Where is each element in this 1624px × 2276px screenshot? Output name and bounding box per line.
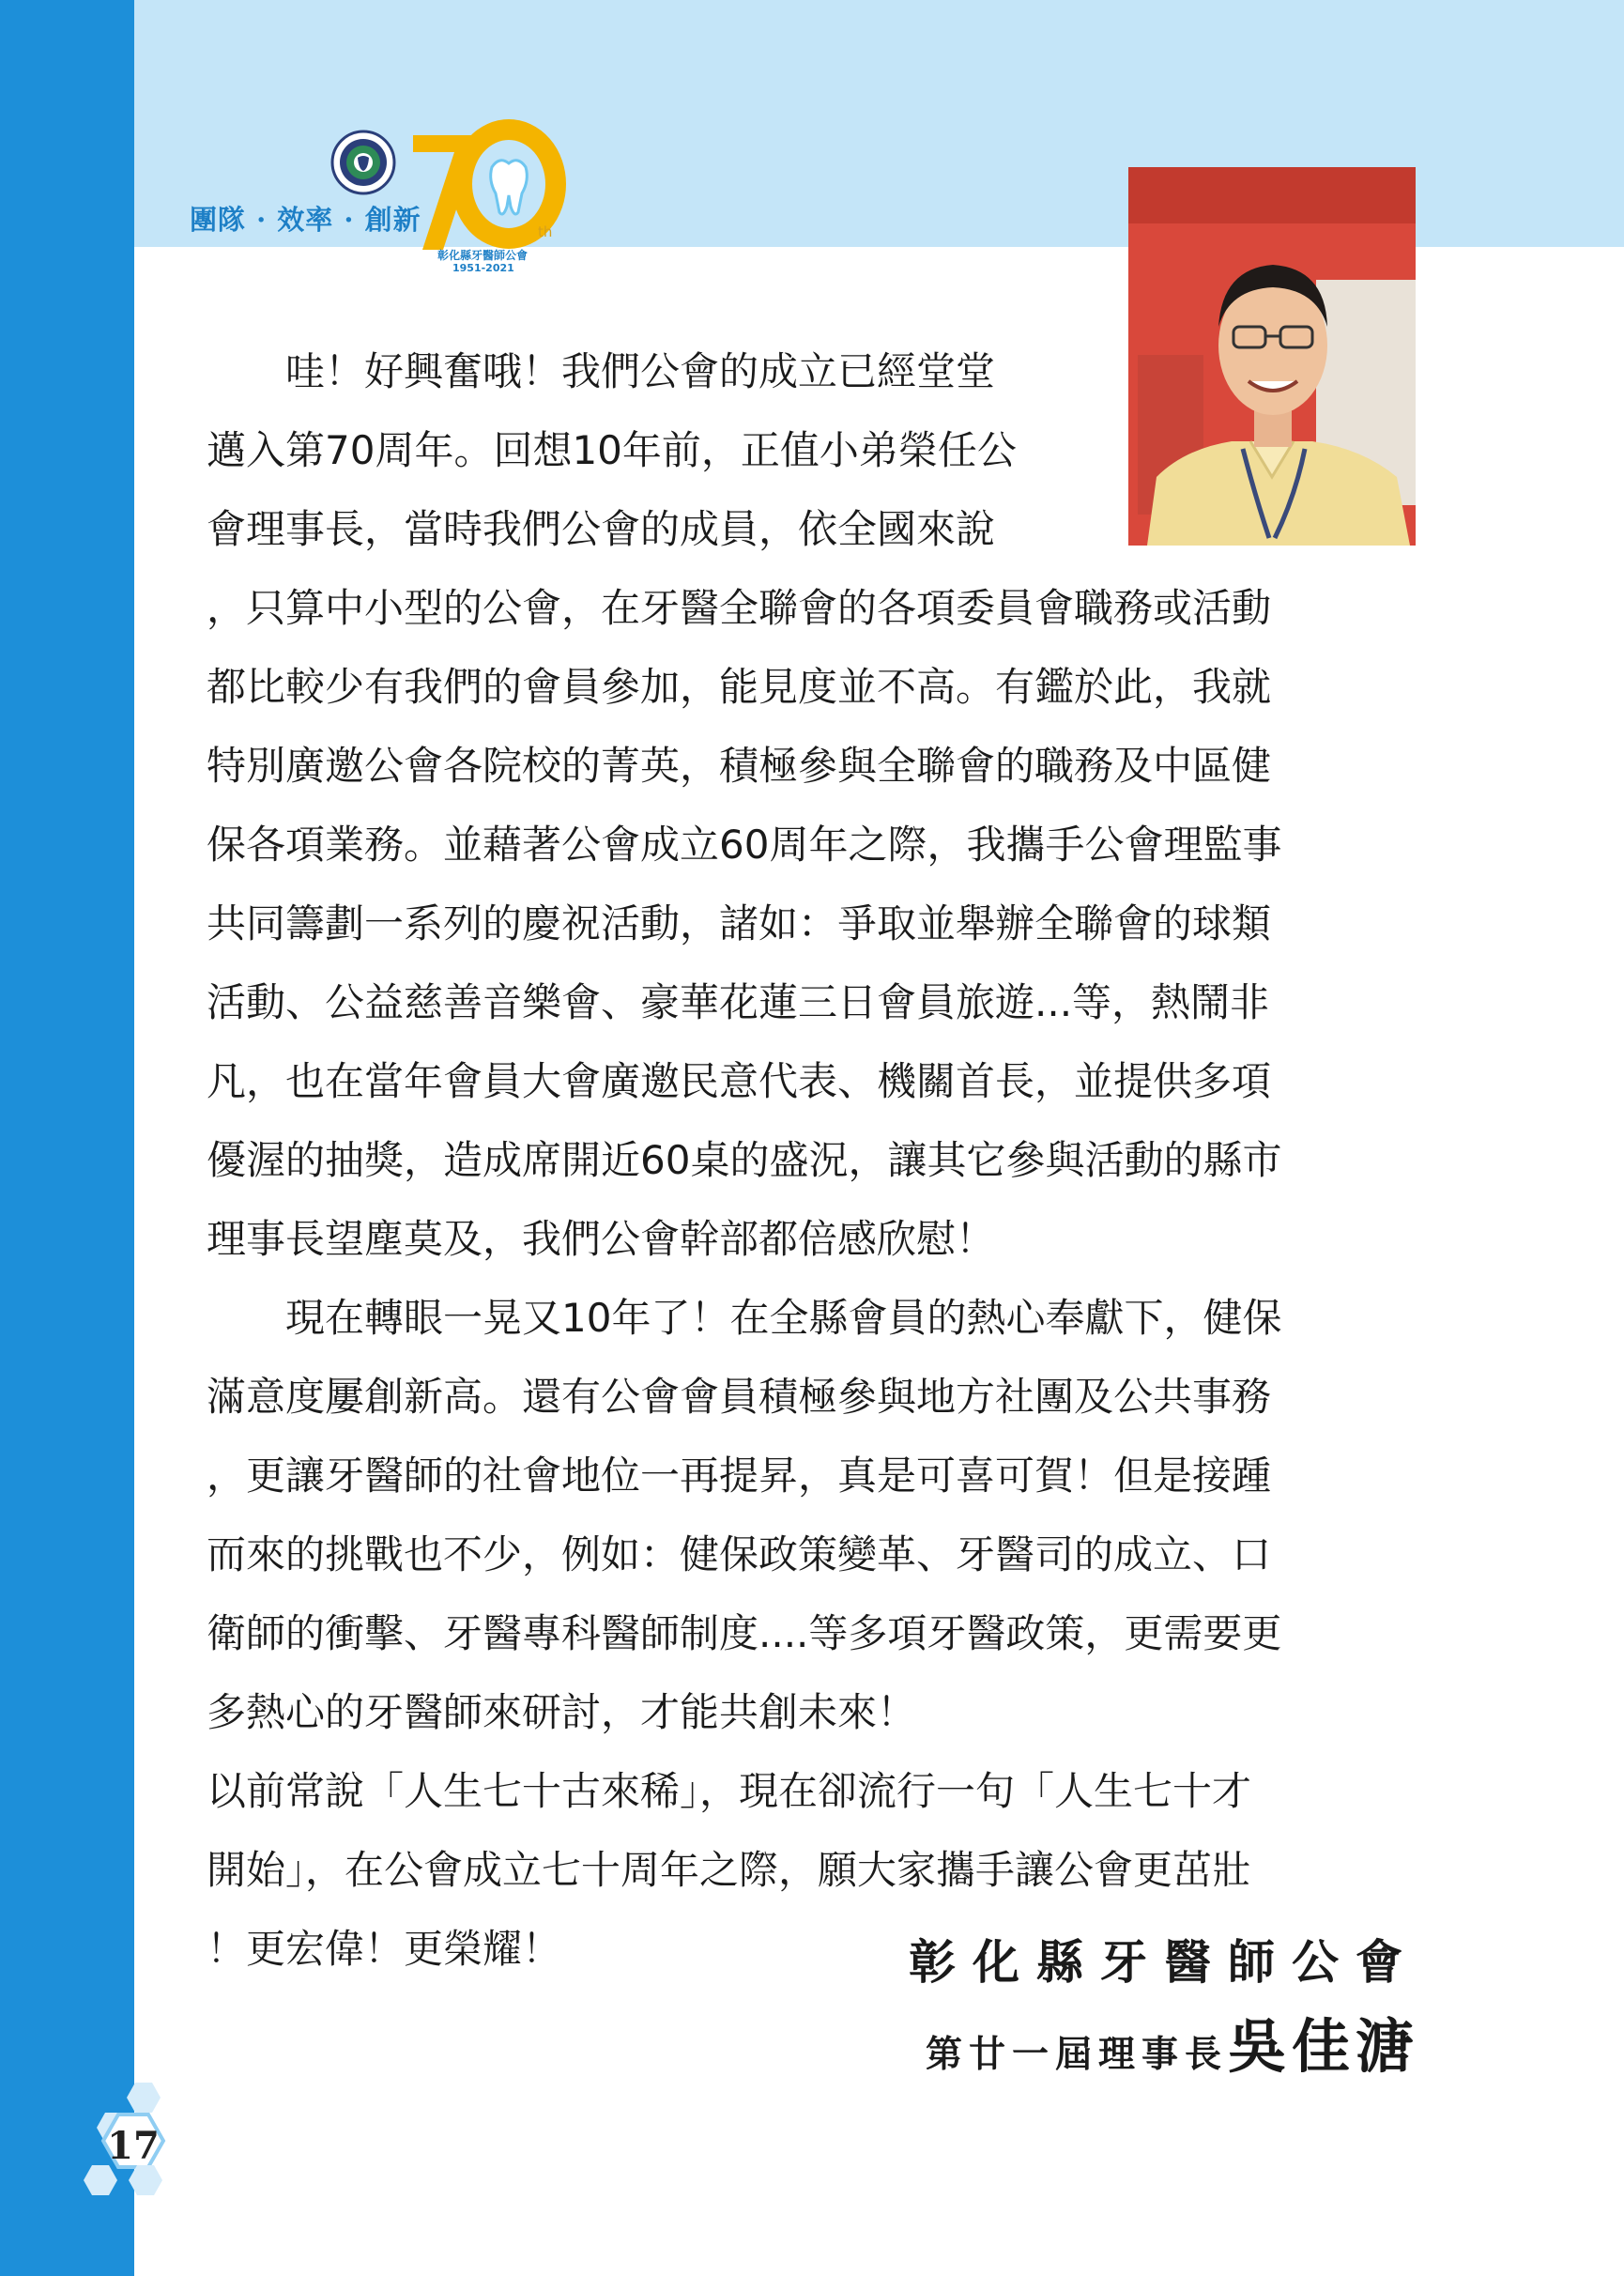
body-line: 滿意度屢創新高。還有公會會員積極參與地方社團及公共事務 [207,1374,1272,1420]
body-line: 保各項業務。並藉著公會成立60周年之際，我攜手公會理監事 [207,822,1282,868]
signature-organization: 彰化縣牙醫師公會 [909,1934,1419,1990]
body-line: 開始」，在公會成立七十周年之際，願大家攜手讓公會更茁壯 [207,1847,1252,1893]
body-line: 多熱心的牙醫師來研討，才能共創未來！ [207,1689,917,1735]
body-line: 共同籌劃一系列的慶祝活動，諸如：爭取並舉辦全聯會的球類 [207,900,1272,946]
body-line: 以前常說「人生七十古來稀」，現在卻流行一句「人生七十才 [207,1768,1252,1814]
anniversary-suffix: th [538,223,553,240]
body-line: 而來的挑戰也不少，例如：健保政策變革、牙醫司的成立、口 [207,1531,1272,1577]
body-line: ！更宏偉！更榮耀！ [207,1926,562,1972]
page-number: 17 [107,2124,160,2168]
body-line: 特別廣邀公會各院校的菁英，積極參與全聯會的職務及中區健 [207,743,1272,789]
body-line: ，更讓牙醫師的社會地位一再提昇，真是可喜可賀！但是接踵 [207,1453,1272,1499]
body-line: 哇！好興奮哦！我們公會的成立已經堂堂 [207,348,996,394]
letter-body [207,332,1413,1989]
association-seal-icon [330,130,396,195]
body-line: 優渥的抽獎，造成席開近60桌的盛況，讓其它參與活動的縣市 [207,1137,1282,1183]
body-line: 活動、公益慈善音樂會、豪華花蓮三日會員旅遊...等，熱鬧非 [207,979,1270,1025]
left-color-bar [0,0,134,2276]
body-line: 邁入第70周年。回想10年前，正值小弟榮任公 [207,427,1017,473]
body-line: ，只算中小型的公會，在牙醫全聯會的各項委員會職務或活動 [207,585,1272,631]
signature-block [926,2000,1419,2084]
body-line: 衛師的衝擊、牙醫專科醫師制度....等多項牙醫政策，更需要更 [207,1610,1282,1656]
body-line: 凡，也在當年會員大會廣邀民意代表、機關首長，並提供多項 [207,1058,1272,1104]
body-line: 現在轉眼一晃又10年了！在全縣會員的熱心奉獻下，健保 [207,1295,1282,1341]
body-line: 理事長望塵莫及，我們公會幹部都倍感欣慰！ [207,1216,996,1262]
signature-title: 第廿一屆理事長 [925,2033,1228,2076]
motto: 團隊 · 效率 · 創新 [190,204,421,236]
body-line: 都比較少有我們的會員參加，能見度並不高。有鑑於此，我就 [207,664,1272,710]
signature-name: 吳佳溏 [1227,2012,1419,2081]
logo-org-name: 彰化縣牙醫師公會 [437,249,529,262]
anniversary-logo [394,118,573,278]
logo-years: 1951-2021 [452,262,514,274]
body-line: 會理事長，當時我們公會的成員，依全國來說 [207,506,996,552]
